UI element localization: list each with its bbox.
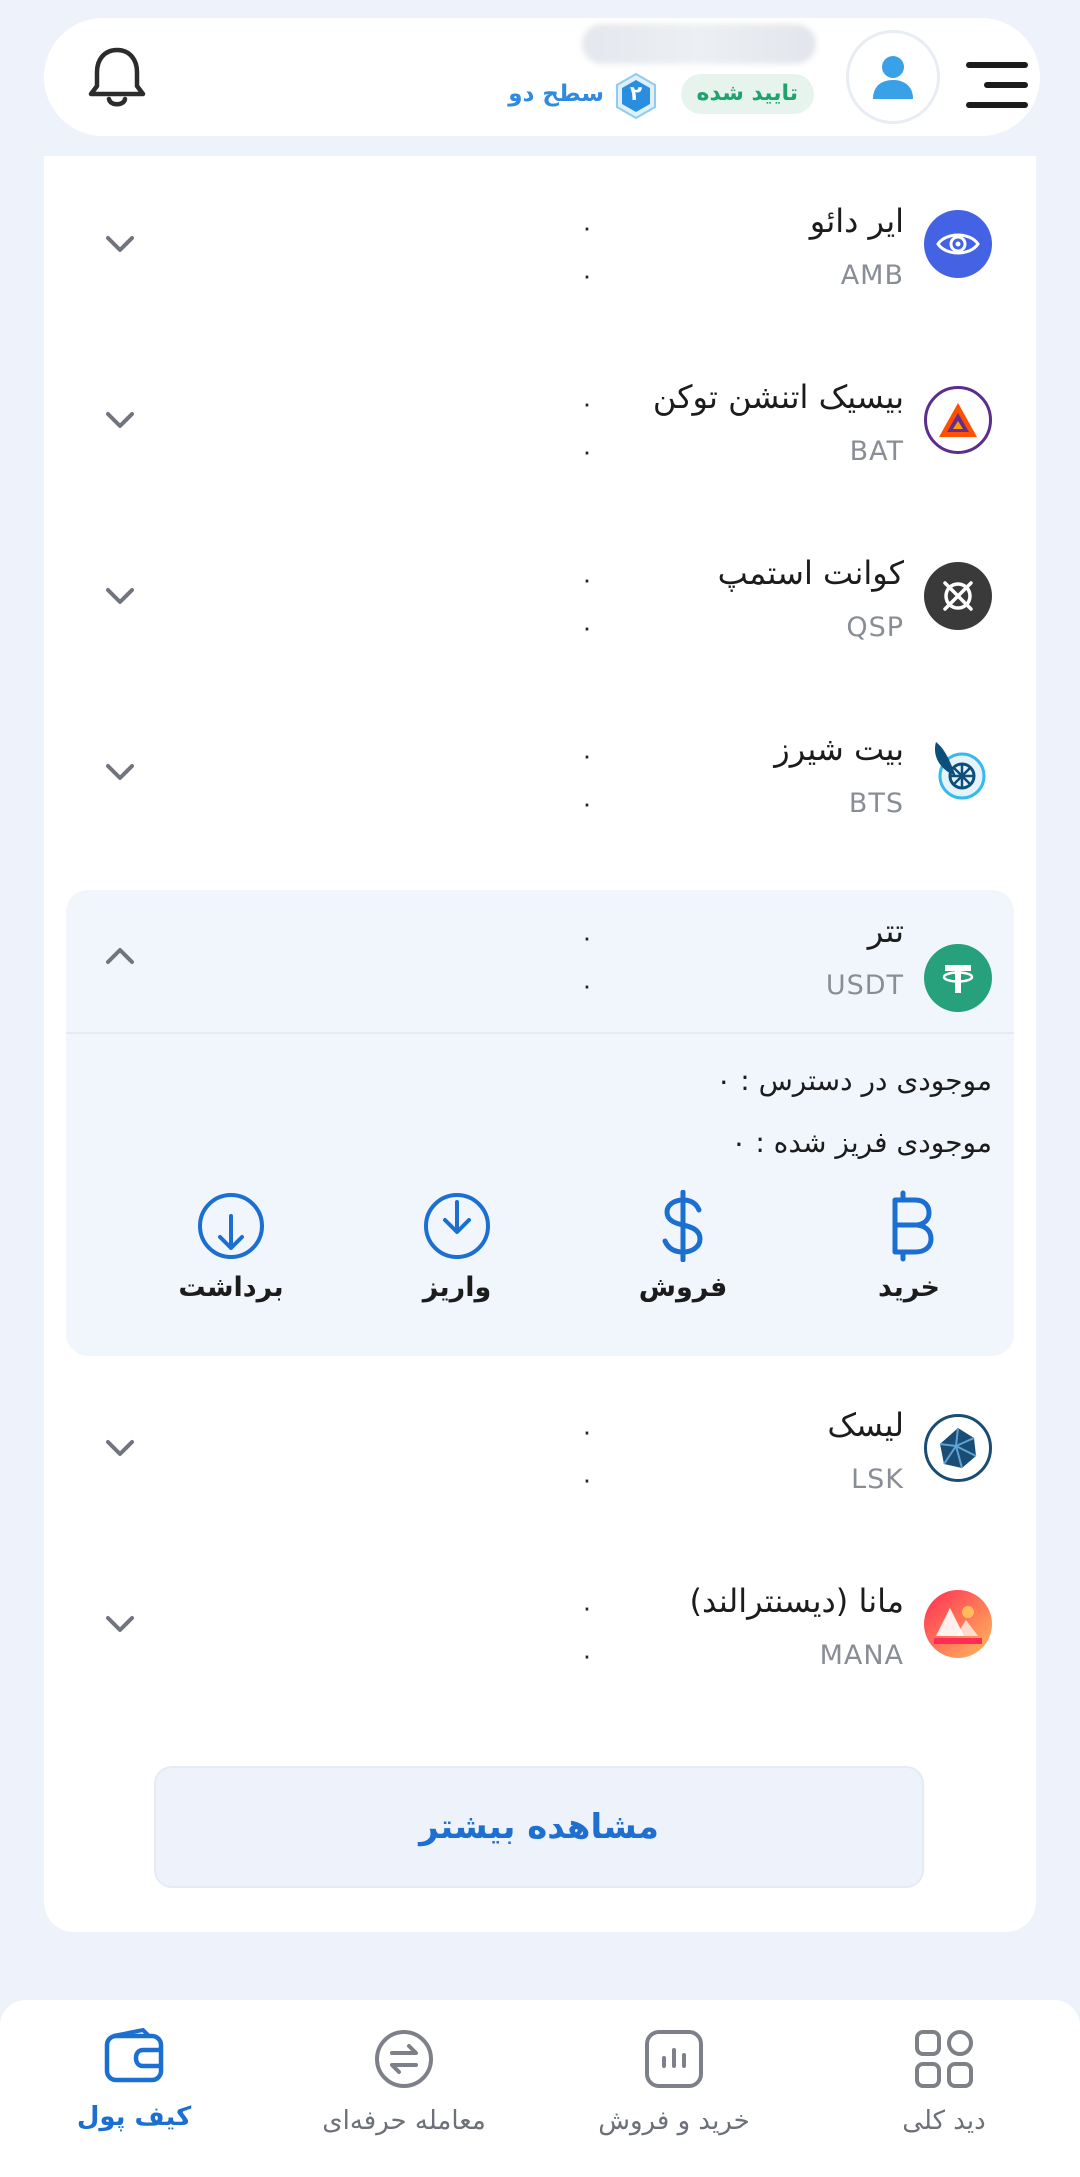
download-circle-icon: [421, 1190, 493, 1262]
nav-buy-sell-label: خرید و فروش: [598, 2106, 750, 2136]
show-more-button[interactable]: مشاهده بیشتر: [154, 1766, 924, 1888]
chevron-down-icon[interactable]: [100, 400, 140, 440]
lisk-icon: [924, 1414, 992, 1482]
nav-overview[interactable]: [834, 2028, 1054, 2136]
tether-icon: [924, 944, 992, 1012]
eye-icon: [924, 210, 992, 278]
bitshares-icon: [924, 738, 992, 806]
withdraw-label: برداشت: [178, 1272, 284, 1303]
sell-label: فروش: [638, 1272, 728, 1303]
nav-wallet[interactable]: [24, 2028, 244, 2132]
coin-name: تتر: [867, 912, 904, 950]
verified-badge: تایید شده: [681, 74, 814, 114]
coin-name: مانا (دیسنترالند): [689, 1582, 904, 1620]
menu-button[interactable]: [962, 42, 1032, 110]
chevron-down-icon[interactable]: [100, 224, 140, 264]
deposit-button[interactable]: [392, 1190, 522, 1303]
chevron-down-icon[interactable]: [100, 576, 140, 616]
coin-row-mana[interactable]: [66, 1536, 1014, 1712]
coin-amount: ۰: [580, 566, 594, 594]
chevron-down-icon[interactable]: [100, 752, 140, 792]
withdraw-button[interactable]: [166, 1190, 296, 1303]
coin-amount: ۰: [580, 924, 594, 952]
available-balance-value: ۰: [716, 1064, 732, 1097]
wallet-coin-list: [44, 156, 1036, 1932]
level-number: ۲: [629, 81, 643, 105]
deposit-label: واریز: [422, 1272, 492, 1303]
username-blurred: [582, 24, 816, 64]
chart-bars-icon: [643, 2028, 705, 2090]
avatar[interactable]: [846, 30, 940, 124]
coin-value: ۰: [580, 972, 594, 1000]
nav-pro-trade[interactable]: [294, 2028, 514, 2136]
buy-button[interactable]: [844, 1190, 974, 1303]
coin-symbol: BAT: [849, 436, 904, 467]
coin-row-bat[interactable]: [66, 332, 1014, 508]
nav-wallet-label: کیف پول: [76, 2102, 192, 2132]
coin-value: ۰: [580, 1466, 594, 1494]
decentraland-icon: [924, 1590, 992, 1658]
withdraw-circle-icon: [195, 1190, 267, 1262]
dollar-icon: [651, 1190, 715, 1262]
nav-overview-label: دید کلی: [902, 2106, 986, 2136]
coin-symbol: BTS: [848, 788, 904, 819]
nav-buy-sell[interactable]: [564, 2028, 784, 2136]
level-label: سطح دو: [508, 81, 604, 107]
coin-name: ایر دائو: [809, 202, 904, 240]
coin-value: ۰: [580, 790, 594, 818]
notification-bell-icon[interactable]: [84, 42, 150, 112]
level-badge-icon: [614, 72, 658, 120]
expanded-coin-panel: [66, 890, 1014, 1356]
coin-value: ۰: [580, 262, 594, 290]
coin-name: لیسک: [827, 1406, 904, 1444]
coin-row-qsp[interactable]: [66, 508, 1014, 684]
menu-icon: [966, 62, 1028, 68]
buy-label: خرید: [878, 1272, 940, 1303]
coin-amount: ۰: [580, 1418, 594, 1446]
coin-row-amb[interactable]: [66, 156, 1014, 332]
grid-icon: [913, 2028, 975, 2090]
coin-name: بیسیک اتنشن توکن: [652, 378, 904, 416]
top-header: [44, 18, 1040, 136]
wallet-icon: [103, 2028, 165, 2086]
coin-symbol: QSP: [846, 612, 904, 643]
coin-row-bts[interactable]: [66, 684, 1014, 860]
coin-row-usdt[interactable]: [66, 890, 1014, 1066]
frozen-balance-label: موجودی فریز شده :: [755, 1126, 992, 1159]
bottom-navigation: [0, 2000, 1080, 2177]
frozen-balance-value: ۰: [731, 1126, 747, 1159]
sell-button[interactable]: [618, 1190, 748, 1303]
coin-value: ۰: [580, 614, 594, 642]
coin-amount: ۰: [580, 214, 594, 242]
coin-symbol: USDT: [825, 970, 904, 1001]
coin-value: ۰: [580, 1642, 594, 1670]
coin-amount: ۰: [580, 390, 594, 418]
coin-row-lsk[interactable]: [66, 1360, 1014, 1536]
user-icon: [871, 53, 915, 101]
coin-name: کوانت استمپ: [717, 554, 904, 592]
coin-amount: ۰: [580, 742, 594, 770]
available-balance: [716, 1064, 992, 1097]
chevron-up-icon[interactable]: [100, 936, 140, 976]
coin-value: ۰: [580, 438, 594, 466]
coin-name: بیت شیرز: [774, 730, 904, 768]
quantstamp-icon: [924, 562, 992, 630]
exchange-arrows-icon: [373, 2028, 435, 2090]
coin-symbol: MANA: [819, 1640, 904, 1671]
nav-pro-trade-label: معامله حرفه‌ای: [322, 2106, 486, 2136]
coin-symbol: AMB: [840, 260, 904, 291]
frozen-balance: [731, 1126, 992, 1159]
coin-symbol: LSK: [851, 1464, 904, 1495]
bitcoin-icon: [877, 1190, 941, 1262]
available-balance-label: موجودی در دسترس :: [740, 1064, 992, 1097]
coin-amount: ۰: [580, 1594, 594, 1622]
chevron-down-icon[interactable]: [100, 1604, 140, 1644]
chevron-down-icon[interactable]: [100, 1428, 140, 1468]
divider: [66, 1032, 1014, 1034]
triangle-icon: [924, 386, 992, 454]
